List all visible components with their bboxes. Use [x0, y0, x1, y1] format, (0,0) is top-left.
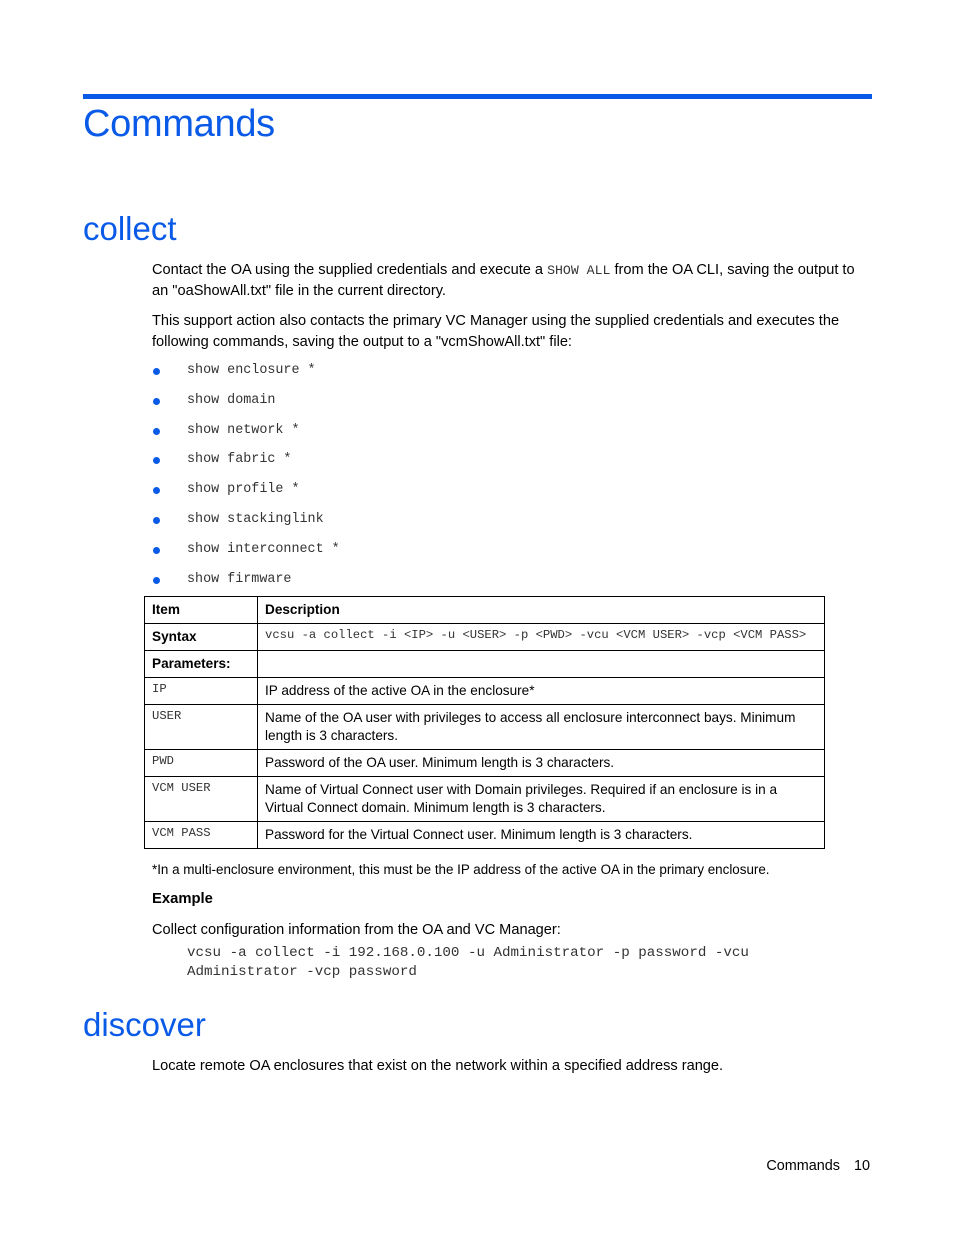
- table-row-syntax: [145, 624, 825, 651]
- header-item: Item: [145, 597, 258, 624]
- table-footnote: *In a multi-enclosure environment, this must be the IP address of the active OA in the primary enclosure.: [152, 862, 770, 877]
- collect-intro-text: Contact the OA using the supplied credentials and execute a: [152, 262, 548, 278]
- parameters-empty-cell: [258, 651, 825, 678]
- param-description: Name of the OA user with privileges to access all enclosure interconnect bays. Minimum length is 3 characters.: [258, 705, 825, 750]
- command-text: show interconnect *: [187, 541, 340, 557]
- command-text: show profile *: [187, 482, 300, 498]
- command-text: show network *: [187, 422, 300, 438]
- table-header-row: [145, 597, 825, 624]
- bullet-icon: [153, 428, 160, 435]
- param-description: Name of Virtual Connect user with Domain privileges. Required if an enclosure is in a Virtual Connect domain. Minimum length is 3 characters.: [258, 777, 825, 822]
- parameters-label: Parameters:: [145, 651, 258, 678]
- bullet-icon: [153, 547, 160, 554]
- footer-section-name: Commands: [766, 1158, 840, 1174]
- section-title-collect: collect: [83, 210, 177, 247]
- table-row: [145, 705, 825, 750]
- bullet-icon: [153, 457, 160, 464]
- chapter-top-rule: [83, 94, 872, 99]
- page-footer: [766, 1158, 870, 1174]
- table-row: [145, 750, 825, 777]
- command-text: show fabric *: [187, 452, 292, 468]
- bullet-icon: [153, 577, 160, 584]
- collect-support-paragraph: This support action also contacts the primary VC Manager using the supplied credentials and executes the following commands, saving the output to a "vcmShowAll.txt" file:: [152, 313, 840, 350]
- bullet-icon: [153, 487, 160, 494]
- param-description: IP address of the active OA in the enclosure*: [258, 678, 825, 705]
- page-number: 10: [853, 1158, 870, 1174]
- param-name: IP: [145, 678, 258, 705]
- command-text: show enclosure *: [187, 363, 316, 378]
- chapter-title: Commands: [83, 103, 275, 145]
- command-text: show stackinglink: [187, 511, 324, 527]
- table-row: [145, 777, 825, 822]
- collect-parameters-table: [144, 596, 825, 849]
- collect-intro-paragraph: [152, 260, 872, 302]
- bullet-icon: [153, 517, 160, 524]
- syntax-label: Syntax: [145, 624, 258, 651]
- command-text: show domain: [187, 392, 276, 408]
- param-name: VCM PASS: [145, 822, 258, 849]
- collect-intro-text-end: from the OA CLI, saving the output to an "oaShowAll.txt" file in the current directory.: [152, 262, 855, 299]
- example-description: Collect configuration information from the OA and VC Manager:: [152, 922, 561, 938]
- header-description: Description: [258, 597, 825, 624]
- inline-code-show-all: SHOW ALL: [547, 263, 611, 278]
- example-heading: Example: [152, 891, 213, 907]
- param-name: USER: [145, 705, 258, 750]
- bullet-icon: [153, 368, 160, 375]
- bullet-icon: [153, 398, 160, 405]
- section-title-discover: discover: [83, 1006, 206, 1043]
- param-name: PWD: [145, 750, 258, 777]
- param-description: Password for the Virtual Connect user. Minimum length is 3 characters.: [258, 822, 825, 849]
- param-name: VCM USER: [145, 777, 258, 822]
- table-row-parameters: [145, 651, 825, 678]
- param-description: Password of the OA user. Minimum length is 3 characters.: [258, 750, 825, 777]
- table-row: [145, 678, 825, 705]
- syntax-value: vcsu -a collect -i <IP> -u <USER> -p <PWD> -vcu <VCM USER> -vcp <VCM PASS>: [258, 624, 825, 651]
- example-code-block: vcsu -a collect -i 192.168.0.100 -u Administrator -p password -vcu Administrator -vcp password: [187, 945, 749, 980]
- discover-paragraph: Locate remote OA enclosures that exist on the network within a specified address range.: [152, 1058, 724, 1074]
- table-row: [145, 822, 825, 849]
- command-text: show firmware: [187, 571, 292, 587]
